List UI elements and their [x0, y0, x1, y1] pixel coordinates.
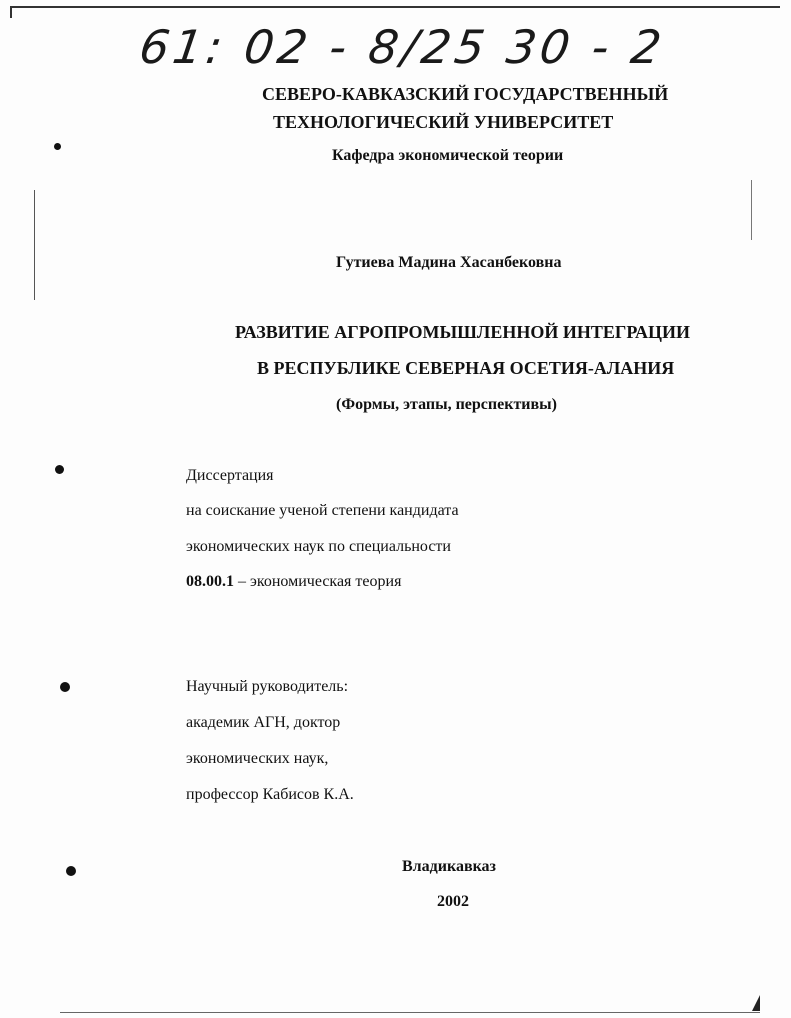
scan-left-border: [10, 6, 12, 18]
supervisor-title-line2: экономических наук,: [186, 750, 329, 767]
supervisor-label: Научный руководитель:: [186, 678, 349, 695]
university-name-line1: СЕВЕРО-КАВКАЗСКИЙ ГОСУДАРСТВЕННЫЙ: [262, 84, 669, 104]
scan-left-margin-mark: [34, 190, 35, 300]
binding-dot: [54, 143, 61, 150]
degree-line2: экономических наук по специальности: [186, 538, 451, 555]
binding-dot: [60, 682, 70, 692]
dissertation-subtitle: (Формы, этапы, перспективы): [336, 396, 557, 413]
dissertation-title-line1: РАЗВИТИЕ АГРОПРОМЫШЛЕННОЙ ИНТЕГРАЦИИ: [235, 322, 691, 342]
dissertation-title-line2: В РЕСПУБЛИКЕ СЕВЕРНАЯ ОСЕТИЯ-АЛАНИЯ: [257, 358, 675, 378]
handwritten-archive-code: 61: 02 - 8/25 30 - 2: [136, 20, 669, 74]
binding-dot: [55, 465, 64, 474]
year: 2002: [437, 893, 469, 910]
university-name-line2: ТЕХНОЛОГИЧЕСКИЙ УНИВЕРСИТЕТ: [273, 112, 614, 132]
scan-bottom-right-mark: [752, 995, 760, 1011]
scan-right-margin-mark: [751, 180, 752, 240]
dissertation-type: Диссертация: [186, 467, 274, 484]
specialty-name: – экономическая теория: [234, 573, 402, 590]
department-name: Кафедра экономической теории: [332, 147, 564, 164]
specialty-code: 08.00.1: [186, 573, 234, 590]
specialty-line: [186, 573, 401, 591]
author-name: Гутиева Мадина Хасанбековна: [336, 254, 562, 271]
scan-top-border: [10, 6, 780, 8]
supervisor-name: профессор Кабисов К.А.: [186, 786, 354, 803]
supervisor-title-line1: академик АГН, доктор: [186, 714, 341, 731]
city: Владикавказ: [402, 858, 496, 875]
binding-dot: [66, 866, 76, 876]
degree-line1: на соискание ученой степени кандидата: [186, 502, 459, 519]
scan-bottom-border: [60, 1012, 760, 1013]
